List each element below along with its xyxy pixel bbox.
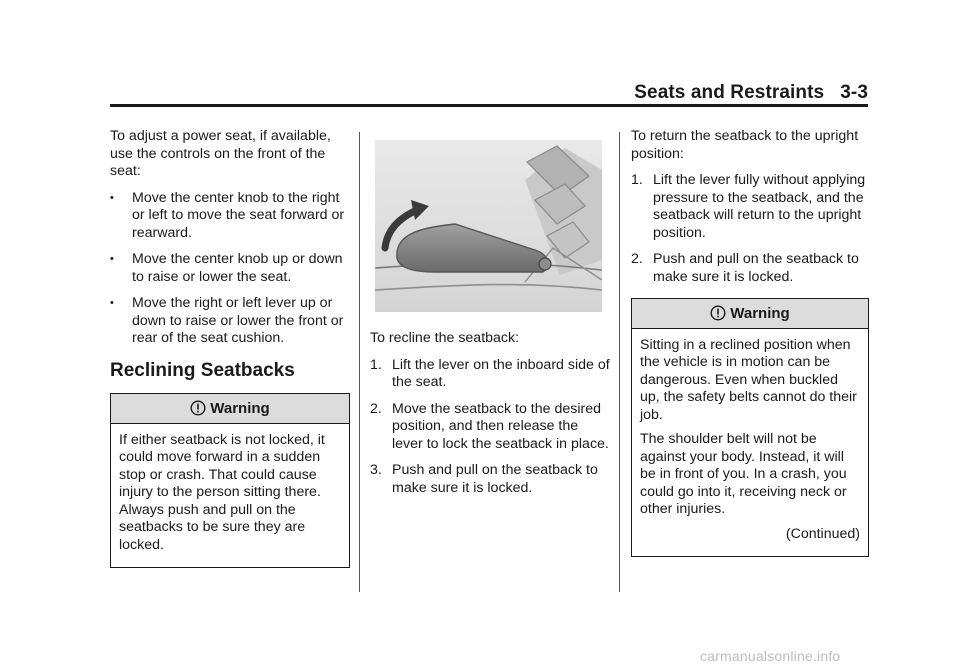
bullet-icon: • <box>110 191 114 204</box>
column-divider-1 <box>359 132 360 592</box>
step-item: 1. Lift the lever on the inboard side of the seat. <box>370 356 610 390</box>
upright-intro: To return the seatback to the upright position: <box>631 128 859 162</box>
warning-box <box>110 393 350 568</box>
column-divider-2 <box>619 132 620 592</box>
middle-column <box>370 330 610 506</box>
warning-title: Warning <box>730 305 790 322</box>
warning-box <box>631 298 869 557</box>
watermark: carmanualsonline.info <box>700 648 841 664</box>
page-header <box>610 82 868 104</box>
section-heading: Reclining Seatbacks <box>110 359 295 381</box>
warning-header <box>632 299 868 329</box>
warning-header <box>111 394 349 424</box>
warning-title: Warning <box>210 400 270 417</box>
right-column <box>631 128 869 557</box>
step-item: 3. Push and pull on the seatback to make sure it is locked. <box>370 462 598 496</box>
bullet-icon: • <box>110 297 114 309</box>
page-number: 3-3 <box>840 82 868 103</box>
recline-intro: To recline the seatback: <box>370 330 520 346</box>
continued-label: (Continued) <box>785 525 860 542</box>
bullet-icon: • <box>110 253 114 265</box>
recline-lever-illustration <box>375 140 602 312</box>
step-item: 1. Lift the lever fully without applying pressure to the seatback, and the seatback will return to the upright position. <box>631 172 866 241</box>
seat-lever-drawing <box>375 140 602 312</box>
warning-icon <box>190 400 206 416</box>
bullet-item: • Move the center knob to the right or left to move the seat forward or rearward. <box>110 189 345 241</box>
warning-body: If either seatback is not locked, it could move forward in a sudden stop or crash. That could cause injury to the person sitting there. Always push and pull on the seatbacks to be sure they are locked. <box>119 431 325 553</box>
step-item: 2. Push and pull on the seatback to make sure it is locked. <box>631 251 859 285</box>
power-seat-intro: To adjust a power seat, if available, use the controls on the front of the seat: <box>110 128 331 179</box>
warning-body: Sitting in a reclined position when the vehicle is in motion can be dangerous. Even when buckled up, the safety belts cannot do their job. The shoulder belt will not be against your body. Instead, it will be in front of you. In a crash, you could go into it, receiving neck or other injuries. (Continued) <box>640 336 860 542</box>
left-column <box>110 128 350 568</box>
bullet-item: • Move the center knob up or down to raise or lower the seat. <box>110 251 343 285</box>
warning-icon <box>710 305 726 321</box>
header-rule <box>110 104 868 107</box>
step-item: 2. Move the seatback to the desired position, and then release the lever to lock the seatback in place. <box>370 400 609 452</box>
bullet-item: • Move the right or left lever up or down to raise or lower the front or rear of the seat cushion. <box>110 295 344 346</box>
section-title: Seats and Restraints <box>634 82 825 103</box>
